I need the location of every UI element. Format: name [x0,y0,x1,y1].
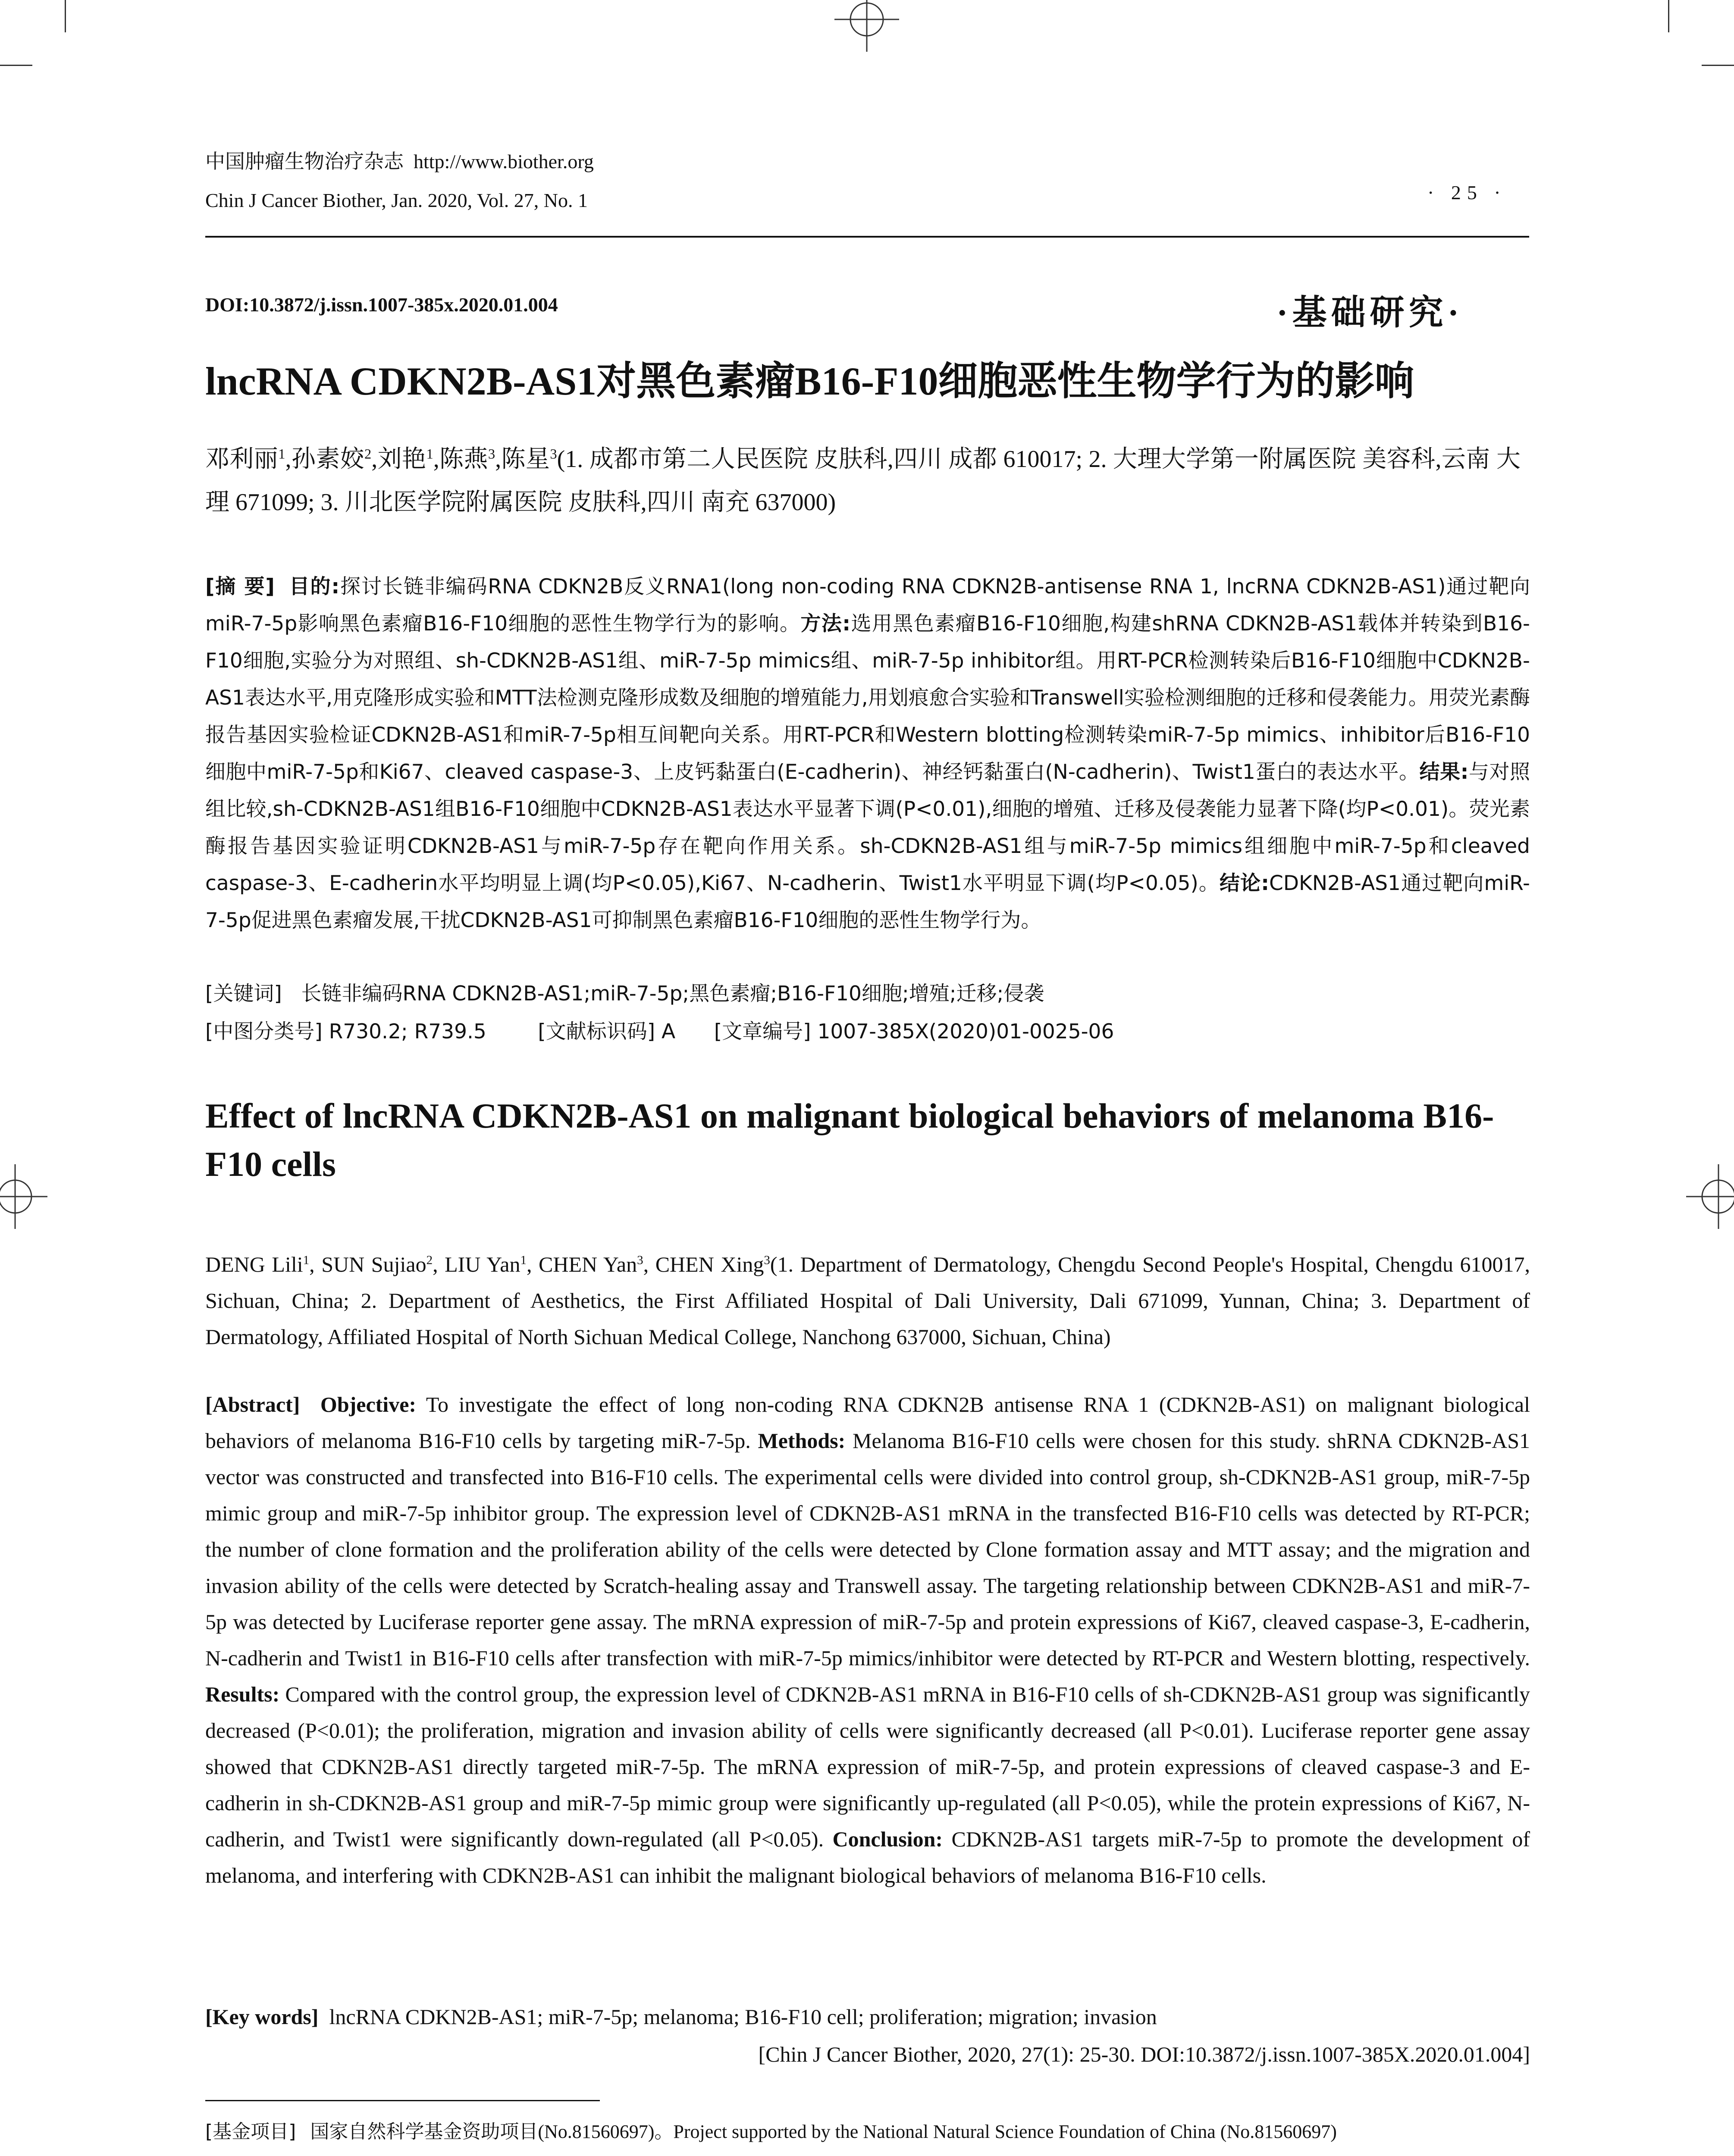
keywords-label: [关键词] [205,982,282,1006]
author-name: CHEN Yan [539,1252,637,1276]
author-name: 陈燕 [439,446,488,473]
crop-mark [65,0,66,32]
keywords-text: lncRNA CDKN2B-AS1; miR-7-5p; melanoma; B16-F10 cell; proliferation; migration; invasion [329,2005,1157,2029]
section-tag: ·基础研究· [1276,294,1464,332]
abstract-label: [Abstract] [205,1392,300,1416]
abstract-cn [205,568,1530,939]
registration-mark-icon [1686,1164,1734,1229]
header-rule [205,236,1529,238]
objective-text: To investigate the effect of long non-coding RNA CDKN2B antisense RNA 1 (CDKN2B-AS1) on malignant biological behaviors of melanoma B16-F10 cells by targeting miR-7-5p. [205,1392,1530,1453]
conclusion-label: 结论: [1220,871,1270,895]
author-name: 刘艳 [377,446,426,473]
conclusion-text: CDKN2B-AS1 targets miR-7-5p to promote the development of melanoma, and interfering with CDKN2B-AS1 can inhibit the malignant biological behaviors of melanoma B16-F10 cells. [205,1827,1530,1887]
authors-cn: 邓利丽$^1$,孙素姣$^2$,刘艳$^1$,陈燕$^3$,陈星$^3$(1. 成都市第二人民医院 皮肤科,四川 成都 610017; 2. 大理大学第一附属医院 美容科,云南 大理 671099; 3. 川北医学院附属医院 皮肤科,四川 南充 637000) [205,446,1521,516]
abstract-label: [摘 要] [205,575,275,599]
keywords-en [205,1999,1530,2035]
authors-en: DENG Lili$^1$, SUN Sujiao$^2$, LIU Yan$^1$, CHEN Yan$^3$, CHEN Xing$^3$(1. Department of Dermatology, Chengdu Second People's Hospital, Chengdu 610017, Sichuan, China; 2. Department of Aesthetics, the First Affiliated Hospital of Dali University, Dali 671099, Yunnan, China; 3. Department of Dermatology, Affiliated Hospital of North Sichuan Medical College, Nanchong 637000, Sichuan, China) [205,1252,1530,1349]
results-text: Compared with the control group, the expression level of CDKN2B-AS1 mRNA in B16-F10 cells of sh-CDKN2B-AS1 group was significantly decreased (P<0.01); the proliferation, migration and invasion ability of cells were significantly decreased (all P<0.01). Luciferase reporter gene assay showed that CDKN2B-AS1 directly targeted miR-7-5p. The mRNA expression of miR-7-5p, and protein expressions of cleaved caspase-3 and E-cadherin in sh-CDKN2B-AS1 group and miR-7-5p mimic group were significantly up-regulated (all P<0.05), while the protein expressions of Ki67, N-cadherin, and Twist1 were significantly down-regulated (all P<0.05). [205,1682,1530,1851]
crop-mark [1668,0,1669,32]
author-name: 邓利丽 [205,446,279,473]
methods-label: Methods: [758,1429,846,1453]
running-header-en: Chin J Cancer Biother, Jan. 2020, Vol. 27, No. 1 [205,189,588,211]
journal-url: http://www.biother.org [414,150,594,172]
results-label: Results: [205,1682,280,1706]
keywords-text: 长链非编码RNA CDKN2B-AS1;miR-7-5p;黑色素瘤;B16-F10细胞;增殖;迁移;侵袭 [301,982,1044,1006]
author-name: DENG Lili [205,1252,303,1276]
results-text: 与对照组比较,sh-CDKN2B-AS1组B16-F10细胞中CDKN2B-AS1表达水平显著下调(P<0.01),细胞的增殖、迁移及侵袭能力显著下降(均P<0.01)。荧光素酶报告基因实验证明CDKN2B-AS1与miR-7-5p存在靶向作用关系。sh-CDKN2B-AS1组与miR-7-5p mimics组细胞中miR-7-5p和cleaved caspase-3、E-cadherin水平均明显上调(均P<0.05),Ki67、N-cadherin、Twist1水平明显下调(均P<0.05)。 [205,760,1530,895]
methods-text: 选用黑色素瘤B16-F10细胞,构建shRNA CDKN2B-AS1载体并转染到B16-F10细胞,实验分为对照组、sh-CDKN2B-AS1组、miR-7-5p mimics组、miR-7-5p inhibitor组。用RT-PCR检测转染后B16-F10细胞中CDKN2B-AS1表达水平,用克隆形成实验和MTT法检测克隆形成数及细胞的增殖能力,用划痕愈合实验和Transwell实验检测细胞的迁移和侵袭能力。用荧光素酶报告基因实验检证CDKN2B-AS1和miR-7-5p相互间靶向关系。用RT-PCR和Western blotting检测转染miR-7-5p mimics、inhibitor后B16-F10细胞中miR-7-5p和Ki67、cleaved caspase-3、上皮钙黏蛋白(E-cadherin)、神经钙黏蛋白(N-cadherin)、Twist1蛋白的表达水平。 [205,612,1530,784]
conclusion-text: CDKN2B-AS1通过靶向miR-7-5p促进黑色素瘤发展,干扰CDKN2B-AS1可抑制黑色素瘤B16-F10细胞的恶性生物学行为。 [205,871,1530,932]
author-name: CHEN Xing [655,1252,764,1276]
doi: DOI:10.3872/j.issn.1007-385x.2020.01.004 [205,294,558,316]
objective-label: Objective: [320,1392,417,1416]
article-no-label: [文章编号] [714,1020,811,1044]
results-label: 结果: [1419,760,1469,784]
fund-label: [基金项目] [205,2121,296,2143]
page-number: · 25 · [1427,182,1507,204]
classification-line [205,1013,1530,1050]
title-cn: lncRNA CDKN2B-AS1对黑色素瘤B16-F10细胞恶性生物学行为的影响 [205,359,1414,403]
footnote-fund [205,2115,1337,2149]
objective-label: 目的: [289,575,340,599]
author-name: 孙素姣 [291,446,365,473]
keywords-label: [Key words] [205,2005,319,2029]
conclusion-label: Conclusion: [832,1827,943,1851]
keywords-cn [205,975,1530,1012]
running-header-cn [205,149,594,175]
crop-mark [0,65,32,66]
title-en: Effect of lncRNA CDKN2B-AS1 on malignant biological behaviors of melanoma B16-F10 cells [205,1096,1494,1184]
registration-mark-icon [0,1164,47,1229]
doc-code-label: [文献标识码] [538,1020,655,1044]
abstract-en [205,1386,1530,1893]
objective-text: 探讨长链非编码RNA CDKN2B反义RNA1(long non-coding RNA CDKN2B-antisense RNA 1, lncRNA CDKN2B-AS1)通过靶向miR-7-5p影响黑色素瘤B16-F10细胞的恶性生物学行为的影响。 [205,575,1530,636]
fund-text: 国家自然科学基金资助项目(No.81560697)。Project supported by the National Natural Science Foundation of China (No.81560697) [310,2121,1337,2142]
author-name: SUN Sujiao [321,1252,426,1276]
doc-code-value: A [662,1020,676,1044]
citation: [Chin J Cancer Biother, 2020, 27(1): 25-30. DOI:10.3872/j.issn.1007-385X.2020.01.004] [758,2042,1530,2066]
registration-mark-icon [834,0,899,52]
footnote-author [205,2150,1025,2156]
crop-mark [1702,65,1734,66]
author-name: LIU Yan [445,1252,521,1276]
clc-value: R730.2; R739.5 [329,1020,486,1044]
affiliations-en: (1. Department of Dermatology, Chengdu Second People's Hospital, Chengdu 610017, Sichuan, China; 2. Department of Aesthetics, the First Affiliated Hospital of Dali University, Dali 671099, Yunnan, China; 3. Department of Dermatology, Affiliated Hospital of North Sichuan Medical College, Nanchong 637000, Sichuan, China) [205,1252,1530,1349]
clc-label: [中图分类号] [205,1020,323,1044]
article-no-value: 1007-385X(2020)01-0025-06 [817,1020,1114,1044]
author-name: 陈星 [501,446,550,473]
footnote-rule [205,2100,600,2101]
journal-name-cn: 中国肿瘤生物治疗杂志 [205,150,404,172]
affiliations-cn: (1. 成都市第二人民医院 皮肤科,四川 成都 610017; 2. 大理大学第一附属医院 美容科,云南 大理 671099; 3. 川北医学院附属医院 皮肤科,四川 南充 637000) [205,446,1521,516]
methods-text: Melanoma B16-F10 cells were chosen for this study. shRNA CDKN2B-AS1 vector was constructed and transfected into B16-F10 cells. The experimental cells were divided into control group, sh-CDKN2B-AS1 group, miR-7-5p mimic group and miR-7-5p inhibitor group. The expression level of CDKN2B-AS1 mRNA in the transfected B16-F10 cells was detected by RT-PCR; the number of clone formation and the proliferation ability of the cells were detected by Clone formation assay and MTT assay; and the migration and invasion ability of the cells were detected by Scratch-healing assay and Transwell assay. The targeting relationship between CDKN2B-AS1 and miR-7-5p was detected by Luciferase reporter gene assay. The mRNA expression of miR-7-5p and protein expressions of Ki67, cleaved caspase-3, E-cadherin, N-cadherin and Twist1 in B16-F10 cells after transfection with miR-7-5p mimics/inhibitor were detected by RT-PCR and Western blotting, respectively. [205,1429,1530,1670]
methods-label: 方法: [800,612,851,636]
